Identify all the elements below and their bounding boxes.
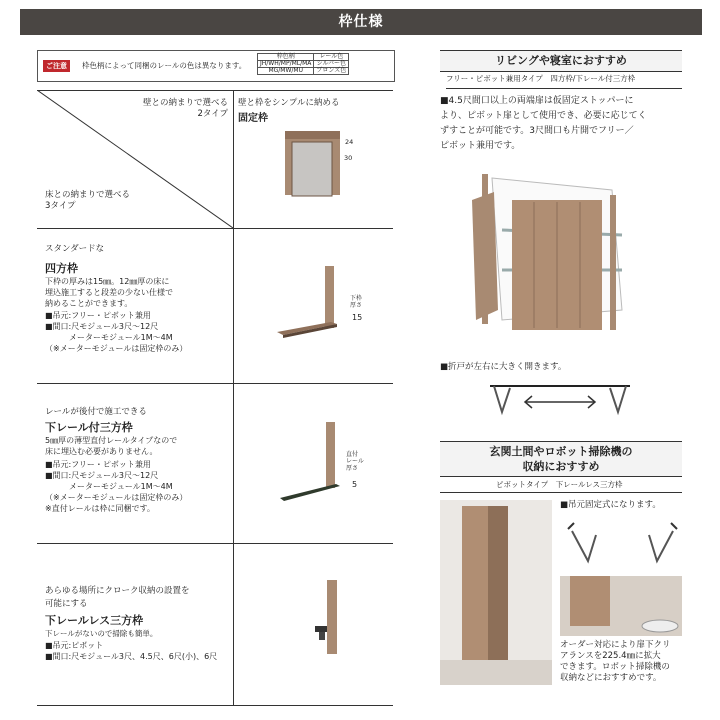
type1-description <box>45 276 173 309</box>
spec-line: （※メーターモジュールは固定枠のみ） <box>45 344 188 353</box>
type1-subtitle: スタンダードな <box>45 244 105 254</box>
type1-annot-value: 15 <box>352 313 363 322</box>
note-line: できます。ロボット掃除機の <box>560 662 670 672</box>
fixed-frame-title: 固定枠 <box>238 113 268 124</box>
desc-line: 5㎜厚の薄型直付レールタイプなので <box>45 436 178 445</box>
note-line: アランスを225.4㎜に拡大 <box>560 651 661 661</box>
table-cell: ブロンズ色 <box>314 68 349 75</box>
caution-box <box>37 50 395 82</box>
type2-description <box>45 435 177 457</box>
type2-annot-value: 5 <box>352 480 358 489</box>
fixed-frame-caption: 壁と枠をシンプルに納める <box>238 98 340 108</box>
section-title: 枠仕様 <box>20 9 702 35</box>
spec-line: ■間口:尺モジュール3尺〜12尺 <box>45 471 159 480</box>
spec-line: ■間口:尺モジュール3尺〜12尺 <box>45 322 159 331</box>
type2-specs <box>45 459 187 514</box>
right-top-title: リビングや寝室におすすめ <box>440 50 682 72</box>
text-line: ずすことが可能です。3尺間口も片開でフリー／ <box>440 126 634 136</box>
closet-illustration <box>462 170 642 340</box>
dim-top: 24 <box>345 138 354 146</box>
four-sided-frame-illustration <box>275 262 350 340</box>
desc-line: 納めることができます。 <box>45 299 133 308</box>
spec-line: ■吊元:ピボット <box>45 641 104 650</box>
type3-subtitle: あらゆる場所にクローク収納の設置を <box>45 586 190 596</box>
spec-line: ■吊元:フリー・ピボット兼用 <box>45 460 151 469</box>
table-header: レール色 <box>314 54 349 61</box>
rail-frame-illustration <box>278 420 350 505</box>
type3-desc: 下レールがないので掃除も簡単。 <box>45 629 158 638</box>
right-bottom-title <box>440 441 682 477</box>
type1-annot-label: 下枠 厚さ <box>350 295 363 309</box>
note-line: 収納などにおすすめです。 <box>560 673 662 683</box>
desc-line: 埋込施工すると段差の少ない仕様で <box>45 288 173 297</box>
title-line: 収納におすすめ <box>522 460 600 473</box>
type3-specs <box>45 640 217 662</box>
right-top-subtitle: フリー・ピボット兼用タイプ 四方枠/下レール付三方枠 <box>446 73 682 89</box>
right-bottom-note <box>560 640 671 684</box>
type2-title: 下レール付三方枠 <box>45 421 133 434</box>
text-line: ピボット兼用です。 <box>440 141 521 151</box>
spec-line: メーターモジュール1M〜4M <box>45 482 173 491</box>
railless-frame-illustration <box>305 578 355 658</box>
fixed-caption: ■吊元固定式になります。 <box>560 500 661 510</box>
type1-specs <box>45 310 187 354</box>
dim-side: 30 <box>344 154 353 162</box>
table-cell: シルバー色 <box>314 61 349 68</box>
table-cell: JH/WH/MP/ML/MA <box>258 61 314 68</box>
text-line: より、ピボット扉として使用でき、必要に応じてく <box>440 111 647 121</box>
type1-title: 四方枠 <box>45 262 78 275</box>
right-bottom-subtitle: ピボットタイプ 下レールレス三方枠 <box>496 480 623 489</box>
desc-line: 下枠の厚みは15㎜。12㎜厚の床に <box>45 277 170 286</box>
column-header: 壁との納まりで選べる 2タイプ <box>142 98 228 119</box>
rail-color-table <box>257 53 349 75</box>
robot-vacuum-photo <box>560 576 682 636</box>
table-header: 枠色柄 <box>258 54 314 61</box>
fold-caption: ■折戸が左右に大きく開きます。 <box>440 362 567 372</box>
table-row <box>258 68 349 75</box>
caution-tag: ご注意 <box>43 60 70 72</box>
right-top-text <box>440 94 647 154</box>
text-line: ■4.5尺間口以上の両端扉は仮固定ストッパーに <box>440 96 634 106</box>
spec-line: ■間口:尺モジュール3尺、4.5尺、6尺(小)、6尺 <box>45 652 218 661</box>
type3-subtitle2: 可能にする <box>45 599 88 609</box>
spec-line: メーターモジュール1M〜4M <box>45 333 173 342</box>
table-cell: MG/MW/MU <box>258 68 314 75</box>
caution-text: 枠色柄によって同梱のレールの色は異なります。 <box>82 61 247 70</box>
spec-line: ■吊元:フリー・ピボット兼用 <box>45 311 151 320</box>
type3-title: 下レールレス三方枠 <box>45 614 144 627</box>
pivot-fixed-diagram <box>560 515 685 570</box>
desc-line: 床に埋込む必要がありません。 <box>45 447 158 456</box>
title-line: 玄関土間やロボット掃除機の <box>489 445 633 458</box>
type2-subtitle: レールが後付で施工できる <box>45 407 147 417</box>
fold-open-diagram <box>480 378 640 420</box>
spec-line: ※直付レールは枠に同梱です。 <box>45 504 155 513</box>
spec-line: （※メーターモジュールは固定枠のみ） <box>45 493 188 502</box>
entrance-photo <box>440 500 552 685</box>
row-header: 床との納まりで選べる 3タイプ <box>45 190 131 211</box>
type2-annot-label: 直付 レール 厚さ <box>346 451 364 472</box>
note-line: オーダー対応により扉下クリ <box>560 640 671 650</box>
